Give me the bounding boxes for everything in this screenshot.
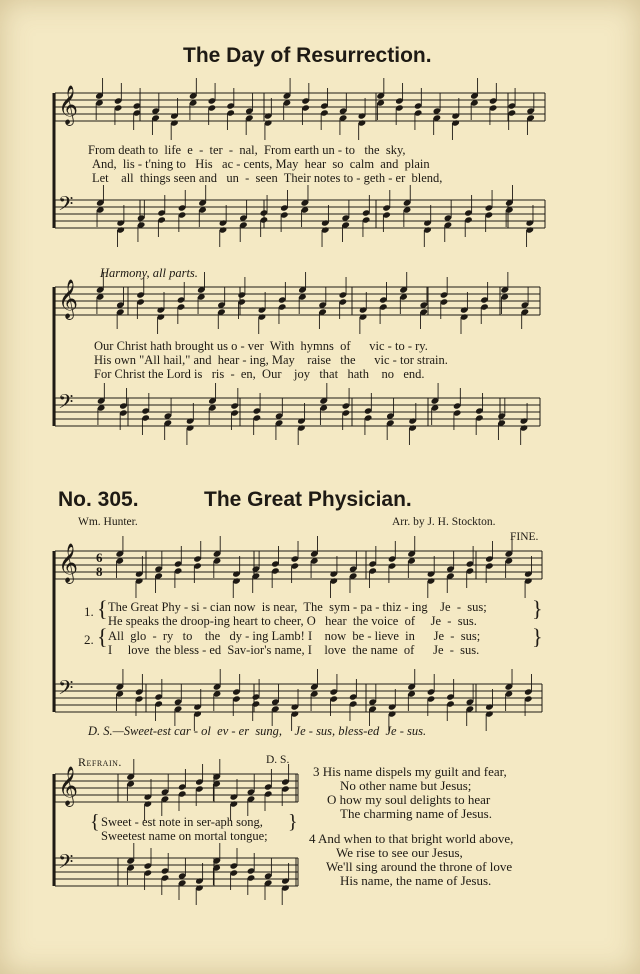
verse-number: 1. <box>84 604 94 619</box>
performance-direction: Harmony, all parts. <box>100 266 198 280</box>
verse-number: 4 <box>309 831 316 846</box>
verse-line: We'll sing around the throne of love <box>326 859 513 874</box>
brace-left: { <box>97 596 108 621</box>
brace-left: { <box>90 811 100 833</box>
da-segno-line: D. S.—Sweet-est car - ol ev - er sung, Je - sus, bless-ed Je - sus. <box>88 724 427 738</box>
lyric-line: Let all things seen and un - seen Their notes to - geth - er blend, <box>92 171 443 185</box>
hymn-number: No. 305. <box>58 488 139 511</box>
verse-line: We rise to see our Jesus, <box>336 845 463 860</box>
refrain-lyric: Sweetest name on mortal tongue; <box>101 829 268 843</box>
lyric-line: I love the bless - ed Sav-ior's name, I love the name of Je - sus. <box>108 643 480 657</box>
treble-clef: 𝄞 <box>58 543 79 583</box>
bass-clef: 𝄢 <box>58 850 74 878</box>
time-signature: 8 <box>96 564 103 579</box>
verse-line: O how my soul delights to hear <box>327 792 491 807</box>
verse-line: No other name but Jesus; <box>340 778 472 793</box>
lyric-line: And, lis - t'ning to His ac - cents, May hear so calm and plain <box>92 157 430 171</box>
bass-clef: 𝄢 <box>58 390 74 418</box>
brace-left: { <box>97 624 108 649</box>
lyric-line: From death to life e - ter - nal, From earth un - to the sky, <box>88 143 406 157</box>
treble-clef: 𝄞 <box>58 279 79 319</box>
lyric-line: He speaks the droop-ing heart to cheer, O hear the voice of Je - sus. <box>108 614 477 628</box>
verse-line: His name, the name of Jesus. <box>340 873 492 888</box>
hymn-title-physician: The Great Physician. <box>204 488 412 511</box>
time-signature: 6 <box>96 550 103 565</box>
verse-4 <box>309 832 513 846</box>
lyric-line: All glo - ry to the dy - ing Lamb! I now be - lieve in Je - sus; <box>108 629 481 643</box>
arranger: Arr. by J. H. Stockton. <box>392 516 496 528</box>
lyric-line: Our Christ hath brought us o - ver With hymns of vic - to - ry. <box>94 339 428 353</box>
verse-line: And when to that bright world above, <box>318 831 514 846</box>
refrain-label: Refrain. <box>78 755 122 769</box>
lyric-line: The Great Phy - si - cian now is near, The sym - pa - thiz - ing Je - sus; <box>108 600 487 614</box>
verse-line: His name dispels my guilt and fear, <box>322 764 507 779</box>
ds-mark: D. S. <box>266 754 290 766</box>
verse-number: 2. <box>84 632 94 647</box>
treble-clef: 𝄞 <box>58 85 79 125</box>
bass-clef: 𝄢 <box>58 192 74 220</box>
hymn-title-resurrection: The Day of Resurrection. <box>183 44 432 67</box>
verse-line: The charming name of Jesus. <box>340 806 492 821</box>
brace-right: } <box>532 596 543 621</box>
verse-number: 3 <box>313 764 320 779</box>
treble-clef: 𝄞 <box>58 766 79 806</box>
author: Wm. Hunter. <box>78 516 138 528</box>
bass-clef: 𝄢 <box>58 676 74 704</box>
brace-right: } <box>532 624 543 649</box>
brace-right: } <box>288 811 298 833</box>
verse-3 <box>313 765 507 779</box>
fine-mark: FINE. <box>510 531 539 543</box>
refrain-lyric: Sweet - est note in ser-aph song, <box>101 815 263 829</box>
lyric-line: His own "All hail," and hear - ing, May raise the vic - tor strain. <box>94 353 448 367</box>
lyric-line: For Christ the Lord is ris - en, Our joy that hath no end. <box>94 367 425 381</box>
